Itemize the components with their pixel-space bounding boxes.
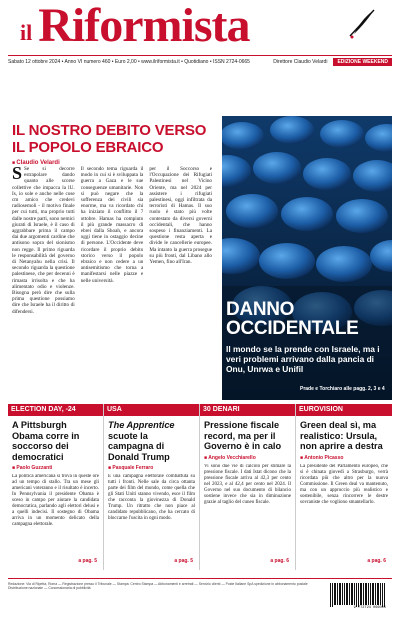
section-body: È una campagna elettorale combattuta su tutti i fronti. Nelle sale da circa ottanta parte dei film del mondo, come quella che gli Stati Uniti stanno vivendo, esce il film che racconta la giovinezza di Donald Trump. Un ritratto che non piace al candidato repubblicano, che ha cercato di bloccarne l'uscita in ogni modo. [108, 474, 195, 522]
cover-story[interactable] [226, 300, 390, 374]
footer-subscription-info: Abbonamenti e arretrati — Servizio clienti — Poste Italiane SpA spedizione in abbonamento postale [158, 582, 308, 586]
logo-prefix: il [20, 20, 33, 45]
masthead [8, 0, 392, 52]
section-author: ■ Pasquale Ferraro [108, 465, 195, 471]
section-body: La politica americana si trova in queste ore ad un tempo di stallo. Tra un mese gli americani voteranno e il risultato è incerto. In Pennsylvania il presidente Obama è sceso in campo per aiutare la candidata democratica, parlando agli elettori delusi e a quelli indecisi. Il sostegno di Obama arriva in un momento delicato della campagna elettorale. [12, 474, 99, 528]
cover-headline-line1: DANNO [226, 299, 295, 320]
section-headline: Green deal sì, ma realistico: Ursula, non aprire a destra [300, 420, 383, 452]
section-kicker: EUROVISION [296, 404, 392, 416]
lead-article-body [12, 166, 212, 366]
lead-column-2: Il secondo tema riguarda il modo in cui si è sviluppata la guerra a Gaza e le sue conseguenze umanitarie. Non si può negare che la sofferenza dei civili sia enorme, ma va ricordato chi ha iniziato il conflitto il 7 ottobre. Hamas ha compiuto il più grande massacro di ebrei dalla Shoah, e ancora oggi tiene in ostaggio decine di persone. L'Occidente deve ricordare il proprio debito storico verso il popolo ebraico e non cedere a un antisemitismo che torna a manifestarsi nelle piazze e nelle università. [80, 166, 144, 284]
section-eurovision[interactable] [296, 404, 392, 570]
section-headline [108, 420, 195, 462]
drop-cap: S [12, 166, 23, 183]
lead-column-1 [12, 166, 75, 366]
lead-headline-line1: IL NOSTRO DEBITO VERSO [12, 122, 207, 139]
section-body: La presidente del Parlamento europeo, che si è chinata giovedì a Strasburgo, verrà ricordata più che altro per la nuova Commissione. Il Green deal va mantenuto, ma con un approccio più realistico e sostenibile, senza rincorrere le destre sovraniste che vogliono smantellarlo. [300, 463, 388, 505]
newspaper-logo[interactable] [20, 0, 250, 52]
lead-column-1-text: Se si decorre estrapolare dando quanto alle scorse collettive che impacca la lU. Is, io sole e anche nelle cose cm amico che credevi radiosemoli - il motivo finale per cui tutti, ma proprio tutti dalle nostre parti, sono nemici giurati di Israele, è il caso di aggrabbare prima il campo dai due argomenti cardine che antisono sopra del sionismo non regge. Il primo riguarda le responsabilità del governo di Netanyahu nella crisi. Il secondo riguarda la questione palestinese, che per decenni è rimasta irrisolta e che ha alimentato odio e violenze. Bisogna però dire che sulla prima questione possiamo dire che Israele ha il diritto di difendersi. [12, 166, 75, 315]
section-kicker: USA [104, 404, 199, 416]
lead-column-3: per il Soccorso e l'Occupazione dei Rifugiati Palestinesi nel Vicino Oriente, ma nel 2024 per assistere i rifugiati palestinesi, oggi infiltrata da terroristi di Hamas. Il suo ruolo è stato più volte contestato da diversi governi occidentali, che hanno sospeso i finanziamenti. La questione resta aperta e divide le cancellerie europee. Ma intanto la guerra prosegue su più fronti, dal Libano allo Yemen, fino all'Iran. [149, 166, 213, 266]
issue-info: Sabato 12 ottobre 2024 • Anno VI numero 460 • Euro 2,00 • www.ilriformista.it • Quotidiano • ISSN 2724-0665 [8, 59, 250, 65]
section-page-ref[interactable]: a pag. 5 [78, 558, 97, 564]
lead-author: ■ Claudio Velardi [12, 160, 212, 166]
cover-headline-line2: OCCIDENTALE [226, 318, 359, 339]
lead-headline-line2: IL POPOLO EBRAICO [12, 139, 164, 156]
section-headline: A Pittsburgh Obama corre in soccorso dei democratici [12, 420, 80, 462]
cover-headline [226, 300, 390, 338]
logo-wordmark: Riformista [38, 0, 250, 52]
section-page-ref[interactable]: a pag. 6 [270, 558, 289, 564]
edition-badge: EDIZIONE WEEKEND [333, 58, 392, 66]
bottom-sections [8, 404, 392, 570]
info-bar [8, 55, 392, 66]
section-usa[interactable] [104, 404, 200, 570]
lead-article-header [12, 122, 212, 166]
section-headline-rest: scuote la campagna di Donald Trump [108, 430, 170, 462]
section-election-day[interactable] [8, 404, 104, 570]
section-kicker: 30 DENARI [200, 404, 295, 416]
section-page-ref[interactable]: a pag. 5 [174, 558, 193, 564]
section-kicker: ELECTION DAY, -24 [8, 404, 103, 416]
director-credit: Direttore Claudio Velardi [273, 59, 328, 65]
section-headline: Pressione fiscale record, ma per il Governo è in calo [204, 420, 282, 452]
section-author: ■ Antonio Picasso [300, 455, 388, 461]
quill-icon [346, 6, 378, 40]
footer-publisher-info: Redazione: Via di Ripetta, Roma — Registrazione presso il Tribunale — Stampa: Centro Stampa — Distribuzione nazionale — Concessionaria di pubblicità [8, 582, 158, 590]
footer [8, 578, 392, 612]
section-body: Vi sono due vie di calcolo per stimare la pressione fiscale. I dati Istat dicono che la pressione fiscale arriva al 42,3 per cento nel 2023, e al 42,4 per cento nel 2024. Il Governo nel suo documento di bilancio sostiene invece che sia in diminuzione grazie al taglio del cuneo fiscale. [204, 463, 291, 505]
cover-subhead: Il mondo se la prende con Israele, ma i veri problemi arrivano dalla pancia di Onu, Unrwa e Unifil [226, 344, 380, 374]
section-author: ■ Angelo Vecchiarello [204, 455, 291, 461]
cover-page-ref[interactable]: Prade e Torchiaro alle pagg. 2, 3 e 4 [300, 386, 385, 392]
lead-headline[interactable] [12, 122, 212, 156]
section-page-ref[interactable]: a pag. 6 [367, 558, 386, 564]
section-30-denari[interactable] [200, 404, 296, 570]
barcode-number: 9 772724 066005 [353, 606, 386, 610]
section-headline-italic: The Apprentice [108, 420, 175, 430]
section-author: ■ Paolo Guzzanti [12, 465, 99, 471]
